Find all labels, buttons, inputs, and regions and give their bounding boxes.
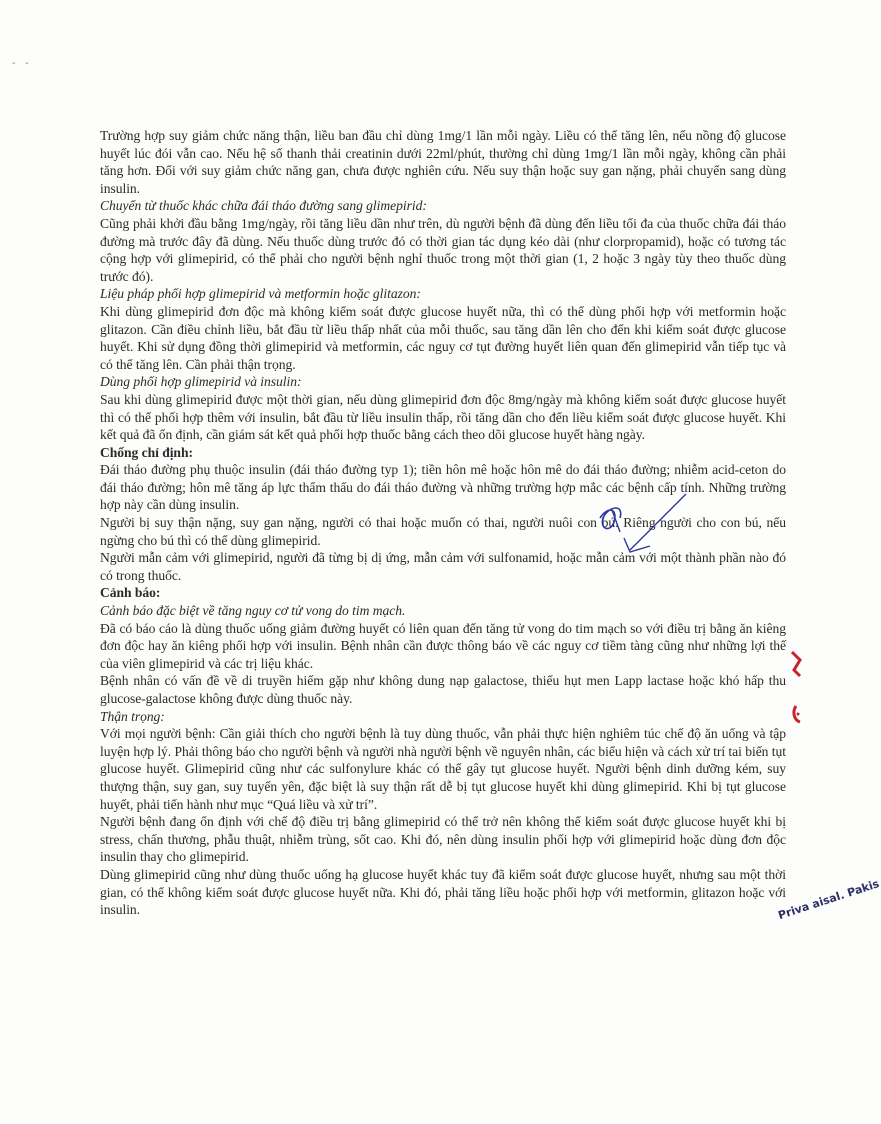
paragraph-renal-dosage: Trường hợp suy giảm chức năng thận, liều ban đầu chỉ dùng 1mg/1 lần mỗi ngày. Liều có thể tăng lên, nếu nồng độ glucose huyết lúc đói vẫn cao. Nếu hệ số thanh thải creatinin dưới 22ml/phút, thường chỉ dùng 1mg/1 lần mỗi ngày, không cần phải tăng hơn. Đối với suy giảm chức năng gan, chưa được nghiên cứu. Nếu suy thận hoặc suy gan nặng, phải chuyển sang dùng insulin. bbox=[100, 128, 786, 196]
paragraph-contraindications-2: Người bị suy thận nặng, suy gan nặng, người có thai hoặc muốn có thai, người nuôi con bú. Riêng người cho con bú, nếu ngừng cho bú thì có thể dùng glimepirid. bbox=[100, 515, 786, 548]
heading-contraindications: Chống chỉ định: bbox=[100, 444, 193, 460]
heading-warnings: Cảnh báo: bbox=[100, 585, 161, 601]
margin-stamp-text: Priva aisal. Pakis bbox=[776, 877, 881, 923]
heading-combination-insulin: Dùng phối hợp glimepirid và insulin: bbox=[100, 374, 302, 390]
paragraph-precautions-1: Với mọi người bệnh: Cần giải thích cho người bệnh là tuy dùng thuốc, vẫn phải thực hiện nghiêm túc chế độ ăn uống và tập luyện hợp lý. Phải thông báo cho người bệnh và người nhà người bệnh về nguyên nhân, các biểu hiện và cách xử trí tai biến tụt glucose huyết. Glimepirid cũng như các sulfonylure khác có thể gây tụt glucose huyết. Người bệnh dinh dưỡng kém, suy thượng thận, suy gan, suy tuyến yên, đặc biệt là suy thận rất dễ bị tụt glucose huyết khi dùng glimepirid. Khi bị tụt glucose huyết, phải tiến hành như mục “Quá liều và xử trí”. bbox=[100, 726, 786, 812]
handwritten-signature bbox=[590, 488, 700, 558]
paragraph-contraindications-1: Đái tháo đường phụ thuộc insulin (đái tháo đường typ 1); tiền hôn mê hoặc hôn mê do đái tháo đường; nhiễm acid-ceton do đái tháo đường; hôn mê tăng áp lực thẩm thấu do đái tháo đường và những trường hợp mắc các bệnh cấp tính. Những trường hợp này cần dùng insulin. bbox=[100, 462, 786, 513]
heading-cardiovascular-warning: Cảnh báo đặc biệt về tăng nguy cơ tử vong do tim mạch. bbox=[100, 603, 406, 619]
paragraph-contraindications-3: Người mẫn cảm với glimepirid, người đã từng bị dị ứng, mẫn cảm với sulfonamid, hoặc mẫn cảm với một thành phần nào đó có trong thuốc. bbox=[100, 550, 786, 583]
paragraph-galactose-warning: Bệnh nhân có vấn đề về di truyền hiếm gặp như không dung nạp galactose, thiếu hụt men Lapp lactase hoặc khó hấp thu glucose-galactose không được dùng thuốc này. bbox=[100, 673, 786, 706]
heading-precautions: Thận trọng: bbox=[100, 708, 165, 724]
scan-speck: - - bbox=[12, 58, 29, 69]
margin-stamp-fragment bbox=[776, 877, 881, 990]
paragraph-precautions-2: Người bệnh đang ổn định với chế độ điều trị bằng glimepirid có thể trở nên không thể kiểm soát được glucose huyết khi bị stress, chấn thương, phẫu thuật, nhiễm trùng, sốt cao. Khi đó, nên dùng insulin phối hợp với glimepirid hoặc dùng đơn độc insulin thay cho glimepirid. bbox=[100, 814, 786, 865]
paragraph-combination-insulin: Sau khi dùng glimepirid được một thời gian, nếu dùng glimepirid đơn độc 8mg/ngày mà không kiểm soát được glucose huyết thì có thể phối hợp thêm với insulin, bắt đầu từ liều insulin thấp, rồi tăng dần cho đến liều kiểm soát được glucose huyết. Khi kết quả đã ổn định, cần giám sát kết quả phối hợp thuốc bằng cách theo dõi glucose huyết hàng ngày. bbox=[100, 391, 786, 443]
red-stamp-fragment bbox=[778, 648, 800, 728]
heading-switching-drugs: Chuyển từ thuốc khác chữa đái tháo đường sang glimepirid: bbox=[100, 198, 427, 214]
paragraph-cardiovascular-warning: Đã có báo cáo là dùng thuốc uống giảm đường huyết có liên quan đến tăng tử vong do tim mạch so với điều trị bằng ăn kiêng đơn độc hay ăn kiêng phối hợp với insulin. Bệnh nhân cần được thông báo về các nguy cơ tiềm tàng cũng như những lợi thế của viên glimepirid và các trị liệu khác. bbox=[100, 620, 786, 671]
heading-combination-metformin: Liệu pháp phối hợp glimepirid và metformin hoặc glitazon: bbox=[100, 286, 421, 302]
paragraph-precautions-3: Dùng glimepirid cũng như dùng thuốc uống hạ glucose huyết khác tuy đã kiểm soát được glucose huyết, nhưng sau một thời gian, có thể không kiểm soát được glucose huyết nữa. Khi đó, phải tăng liều hoặc phối hợp với metformin, glitazon hoặc với insulin. bbox=[100, 866, 786, 918]
paragraph-switching-drugs: Cũng phải khởi đầu bằng 1mg/ngày, rồi tăng liều dần như trên, dù người bệnh đã dùng đến liều tối đa của thuốc chữa đái tháo đường mà trước đây đã dùng. Nếu thuốc dùng trước đó có thời gian tác dụng kéo dài (như clorpropamid), hoặc có tương tác cộng hợp với glimepirid, có thể phải cho người bệnh nghỉ thuốc trong một thời gian (1, 2 hoặc 3 ngày tùy theo thuốc dùng trước đó). bbox=[100, 215, 786, 284]
paragraph-combination-metformin: Khi dùng glimepirid đơn độc mà không kiểm soát được glucose huyết nữa, thì có thể dùng phối hợp với metformin hoặc glitazon. Cần điều chỉnh liều, bắt đầu từ liều thấp nhất của mỗi thuốc, sau tăng dần lên cho đến khi kiểm soát được glucose huyết. Khi sử dụng đồng thời glimepirid và metformin, các nguy cơ tụt đường huyết liên quan đến glimepirid vẫn tiếp tục và có thể tăng lên. Cần phải thận trọng. bbox=[100, 303, 786, 372]
